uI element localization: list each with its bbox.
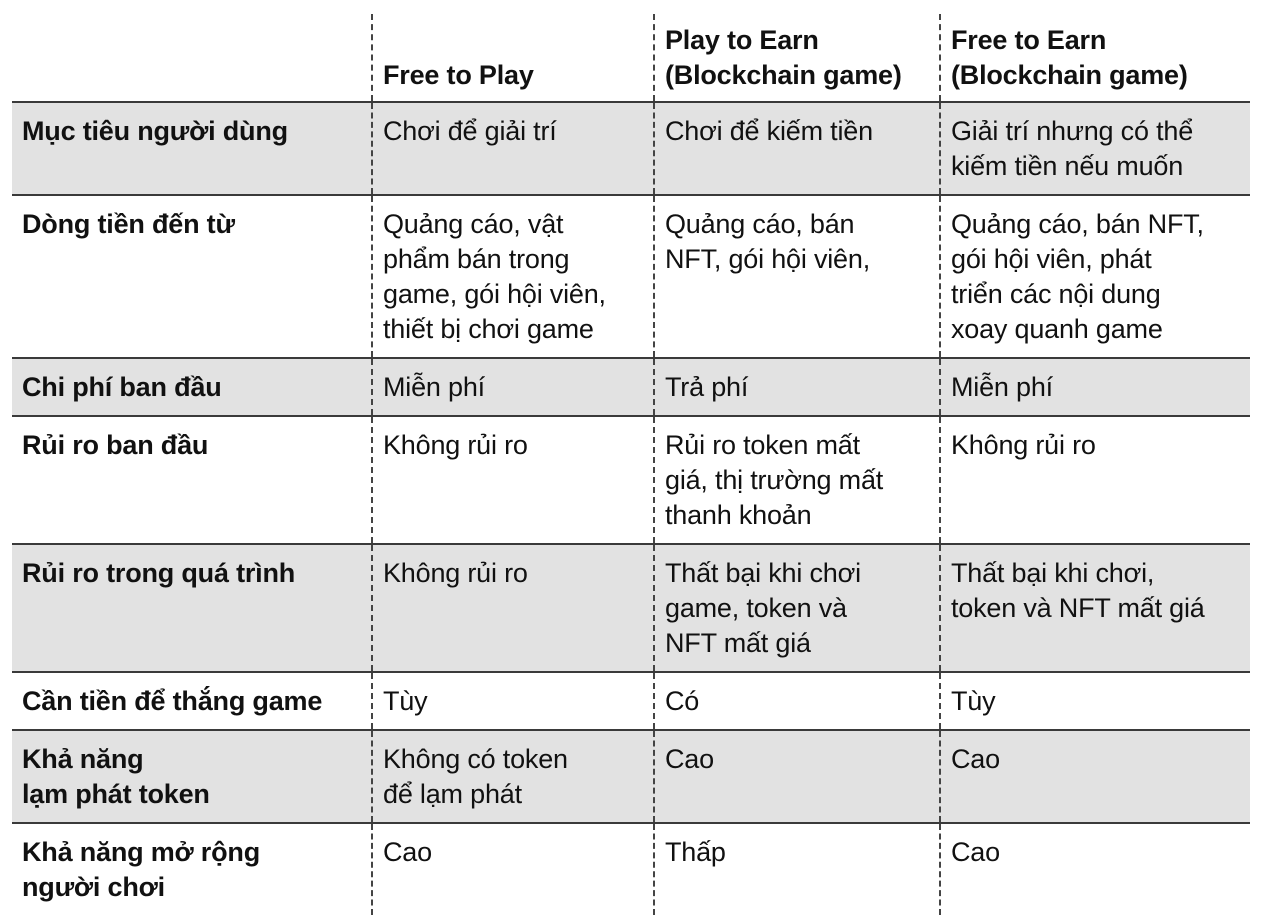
row-label-text: Khả năng mở rộng người chơi [22,837,260,902]
table-cell [372,358,654,416]
table-cell [940,358,1250,416]
header-label: Play to Earn (Blockchain game) [665,25,902,90]
table-cell [654,358,940,416]
cell-text: Giải trí nhưng có thể kiếm tiền nếu muốn [951,116,1194,181]
table-cell [940,102,1250,195]
cell-text: Chơi để giải trí [383,116,557,146]
table-cell [372,416,654,544]
table-row [12,416,1250,544]
table-cell [654,823,940,915]
table-row [12,195,1250,358]
row-label [12,672,372,730]
row-label-text: Mục tiêu người dùng [22,116,288,146]
row-label [12,730,372,823]
header-free-to-earn [940,14,1250,102]
comparison-table [12,14,1250,915]
table-row [12,730,1250,823]
table-row [12,544,1250,672]
cell-text: Cao [951,837,1000,867]
table-body [12,102,1250,915]
table-row [12,102,1250,195]
table-cell [940,672,1250,730]
cell-text: Thất bại khi chơi game, token và NFT mất giá [665,558,861,658]
table-header [12,14,1250,102]
cell-text: Miễn phí [951,372,1053,402]
table-cell [654,102,940,195]
table-cell [654,416,940,544]
cell-text: Tùy [383,686,428,716]
table-cell [372,730,654,823]
table-cell [372,195,654,358]
table-cell [940,195,1250,358]
row-label-text: Cần tiền để thắng game [22,686,323,716]
cell-text: Không có token để lạm phát [383,744,568,809]
row-label-text: Chi phí ban đầu [22,372,222,402]
table-cell [940,823,1250,915]
table-row [12,823,1250,915]
row-label [12,358,372,416]
cell-text: Không rủi ro [383,558,528,588]
cell-text: Miễn phí [383,372,485,402]
table-row [12,672,1250,730]
cell-text: Không rủi ro [383,430,528,460]
table-cell [654,544,940,672]
cell-text: Trả phí [665,372,749,402]
header-row [12,14,1250,102]
cell-text: Chơi để kiếm tiền [665,116,873,146]
row-label [12,544,372,672]
cell-text: Có [665,686,700,716]
row-label-text: Khả năng lạm phát token [22,744,210,809]
cell-text: Cao [665,744,714,774]
row-label-text: Dòng tiền đến từ [22,209,235,239]
row-label-text: Rủi ro ban đầu [22,430,209,460]
table-cell [654,672,940,730]
header-corner [12,14,372,102]
cell-text: Quảng cáo, bán NFT, gói hội viên, [665,209,870,274]
header-label: Free to Play [383,60,534,90]
header-free-to-play [372,14,654,102]
header-play-to-earn [654,14,940,102]
table-row [12,358,1250,416]
row-label [12,195,372,358]
row-label [12,823,372,915]
table-cell [654,730,940,823]
cell-text: Cao [383,837,432,867]
cell-text: Cao [951,744,1000,774]
table-cell [654,195,940,358]
header-label: Free to Earn (Blockchain game) [951,25,1188,90]
row-label-text: Rủi ro trong quá trình [22,558,296,588]
table-cell [940,544,1250,672]
cell-text: Quảng cáo, vật phẩm bán trong game, gói hội viên, thiết bị chơi game [383,209,606,344]
row-label [12,102,372,195]
cell-text: Rủi ro token mất giá, thị trường mất thanh khoản [665,430,884,530]
table-cell [940,730,1250,823]
table-cell [372,544,654,672]
cell-text: Tùy [951,686,996,716]
cell-text: Thấp [665,837,726,867]
table-cell [372,672,654,730]
table-cell [940,416,1250,544]
cell-text: Quảng cáo, bán NFT, gói hội viên, phát triển các nội dung xoay quanh game [951,209,1204,344]
table-cell [372,823,654,915]
cell-text: Không rủi ro [951,430,1096,460]
row-label [12,416,372,544]
cell-text: Thất bại khi chơi, token và NFT mất giá [951,558,1205,623]
table-cell [372,102,654,195]
